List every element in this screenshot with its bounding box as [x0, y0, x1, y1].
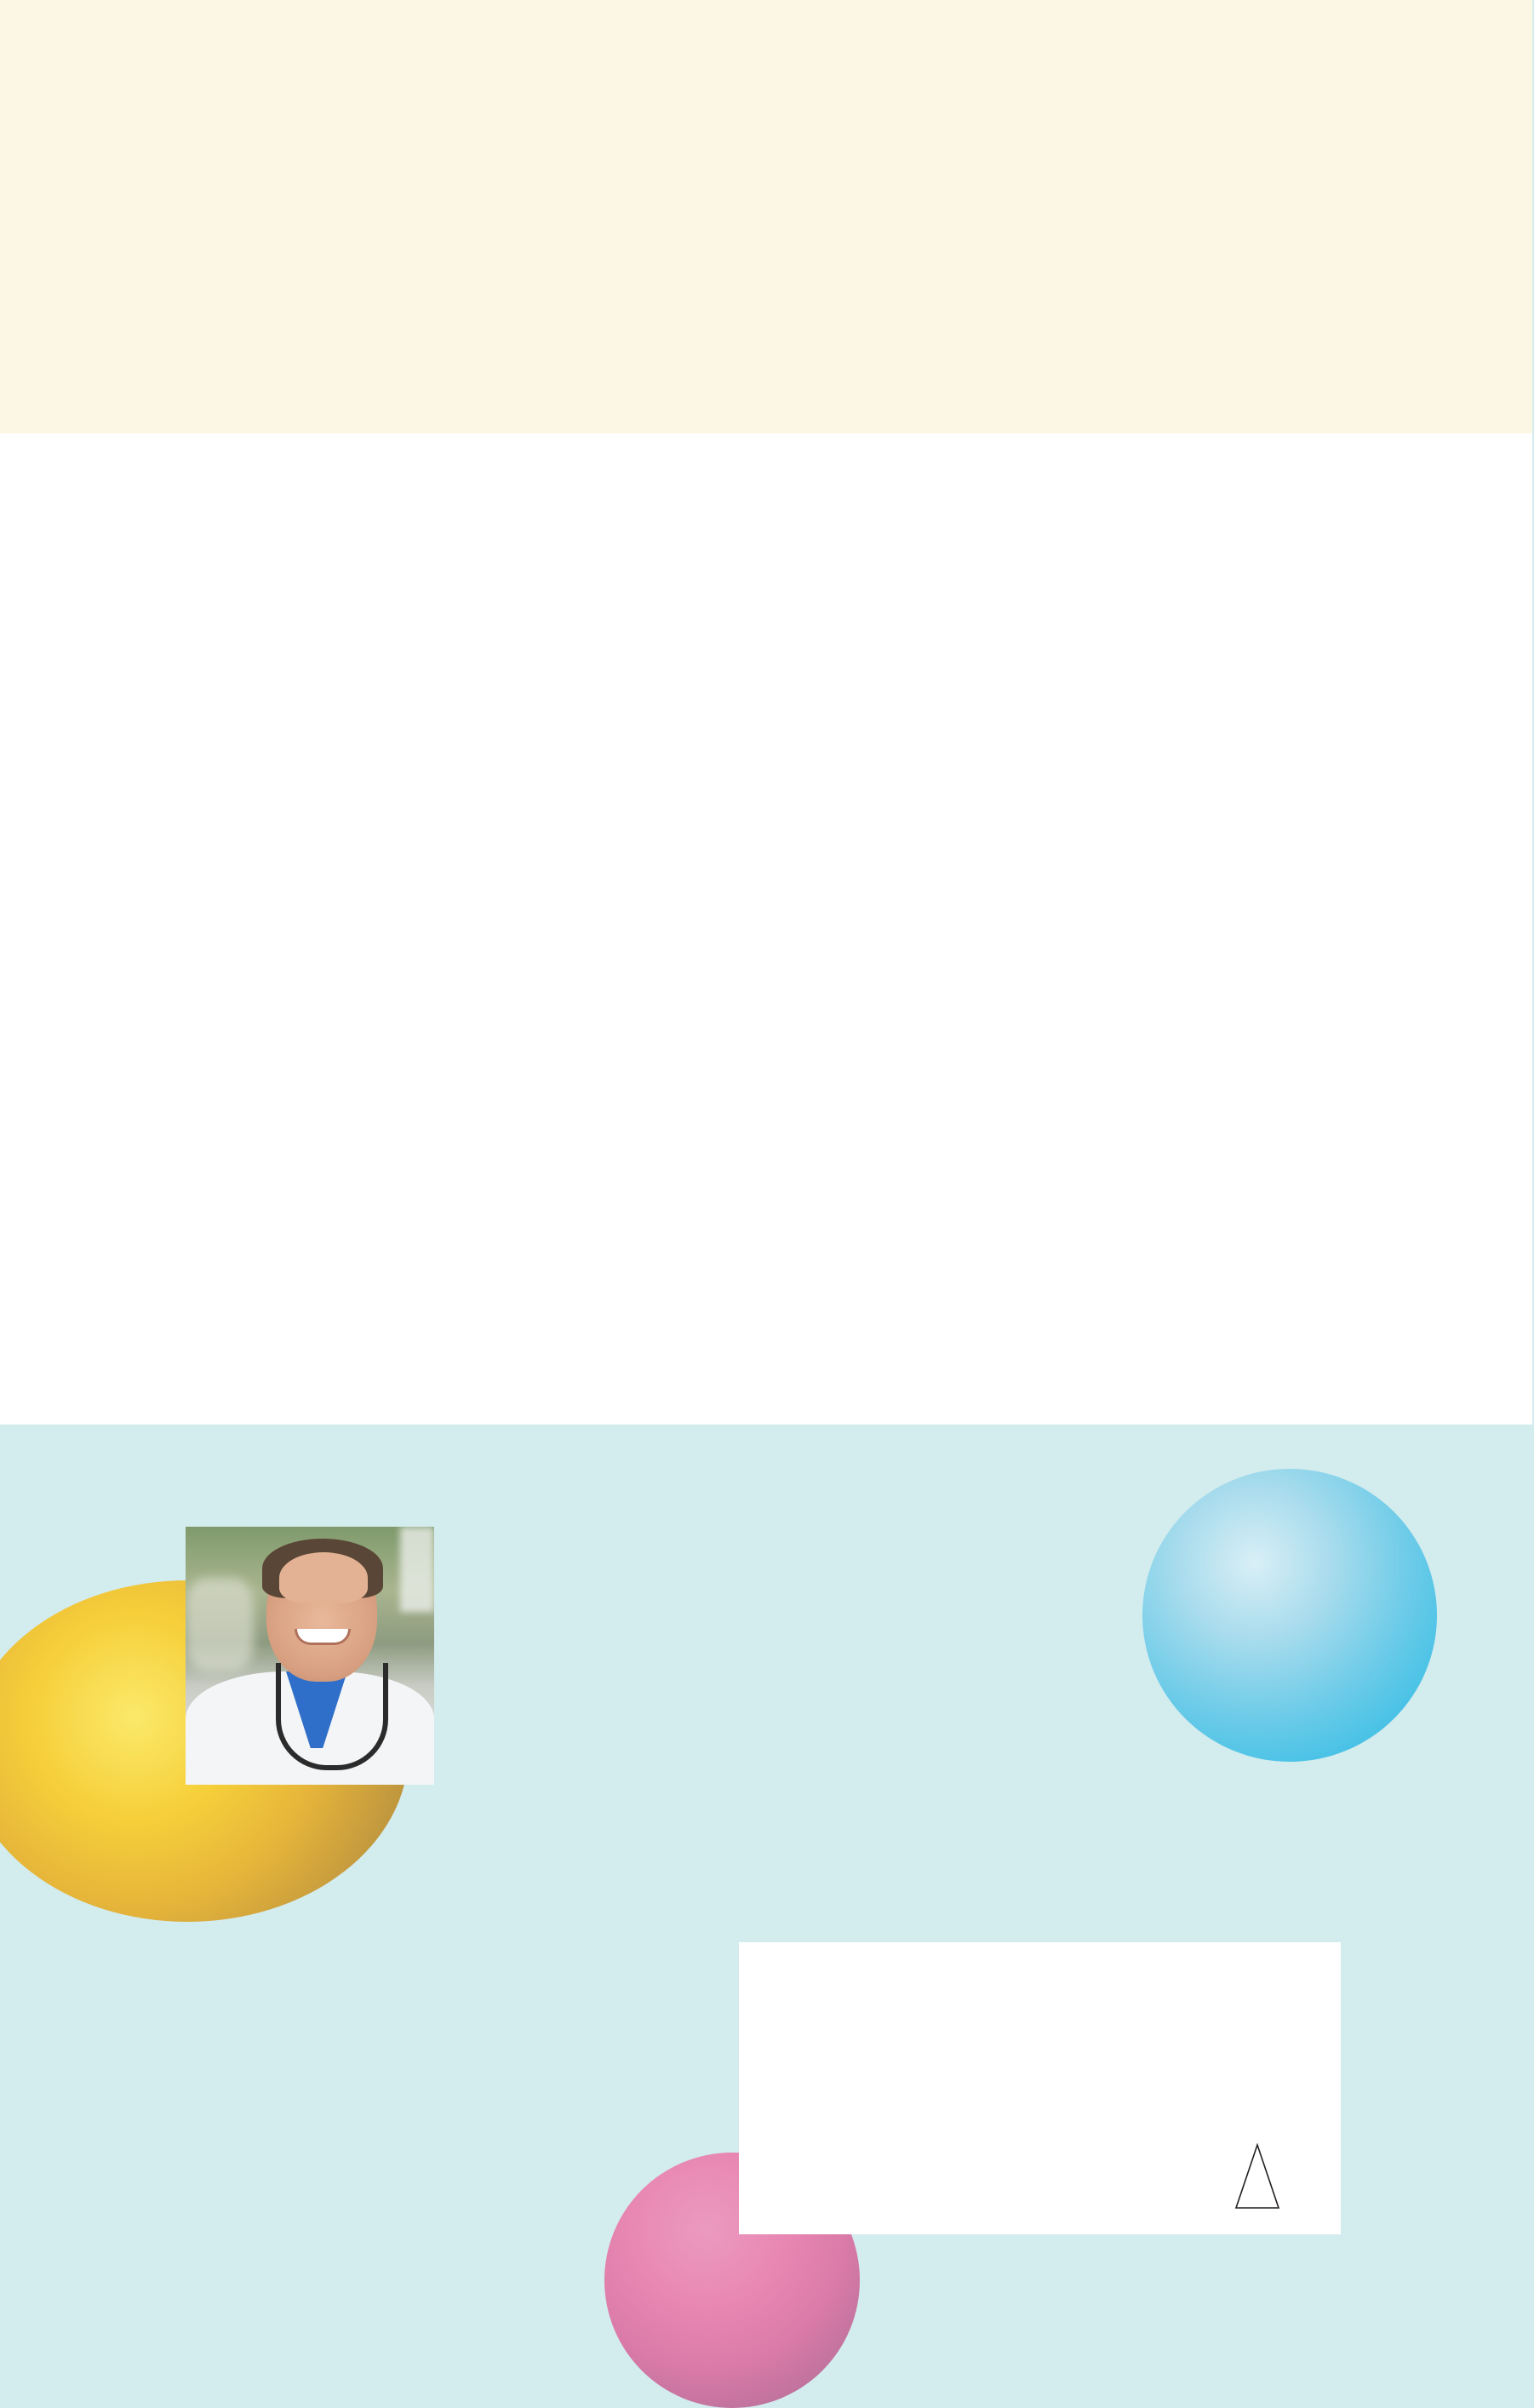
ean-barcode: [793, 2011, 982, 2200]
blue-bubble-decoration: [1142, 1469, 1437, 1762]
addon-barcode: [1006, 2033, 1108, 2200]
triangle-icon: [1234, 2143, 1280, 2210]
description-section: [0, 433, 1532, 1425]
author-photo: [186, 1527, 434, 1785]
endorsement-section: [0, 0, 1532, 433]
barcode-panel: [739, 1942, 1341, 2234]
